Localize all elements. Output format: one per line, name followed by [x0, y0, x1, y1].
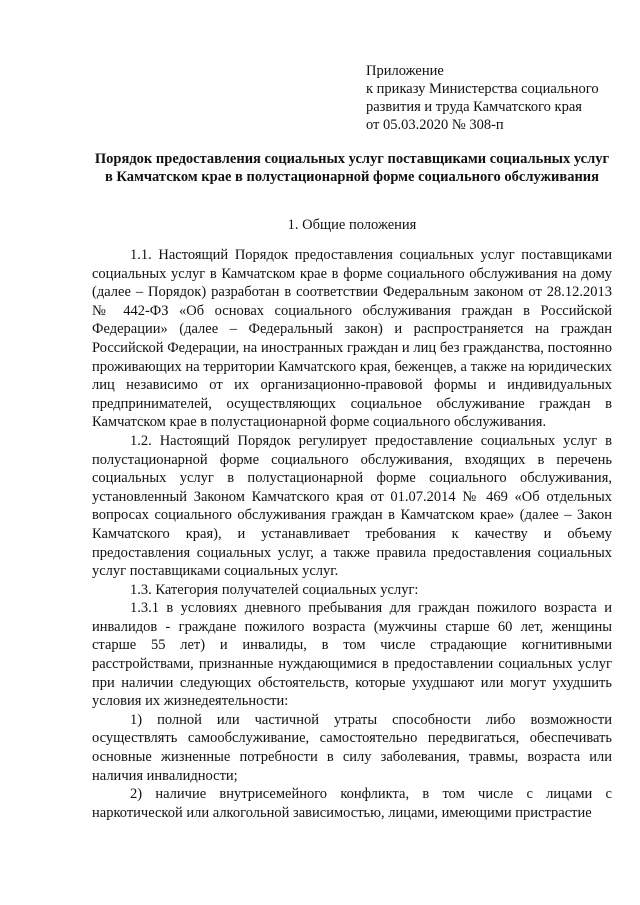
appendix-line-2: к приказу Министерства социального	[366, 81, 599, 97]
appendix-block	[366, 62, 626, 134]
appendix-line-4: от 05.03.2020 № 308-п	[366, 117, 504, 133]
paragraph-1-3-1: 1.3.1 в условиях дневного пребывания для граждан пожилого возраста и инвалидов - граждане пожилого возраста (мужчины старше 60 лет, женщины старше 55 лет) и инвалиды, в том числе страдающие когнитивными расстройствами, признанные нуждающимися в предоставлении социальных услуг при наличии следующих обстоятельств, которые ухудшают или могут ухудшить условия их жизнедеятельности:	[92, 600, 612, 710]
paragraph-item-2: 2) наличие внутрисемейного конфликта, в том числе с лицами с наркотической или алкогольной зависимостью, лицами, имеющими пристрастие	[92, 786, 612, 821]
paragraph-1-3: 1.3. Категория получателей социальных услуг:	[130, 581, 419, 598]
appendix-line-3: развития и труда Камчатского края	[366, 99, 582, 115]
paragraph-1-1: 1.1. Настоящий Порядок предоставления социальных услуг поставщиками социальных услуг в Камчатском крае в форме социального обслуживания на дому (далее – Порядок) разработан в соответствии Федеральным законом от 28.12.2013 № 442-ФЗ «Об основах социального обслуживания граждан в Российской Федерации» (далее – Федеральный закон) и распространяется на граждан Российской Федерации, на иностранных граждан и лиц без гражданства, постоянно проживающих на территории Камчатского края, беженцев, а также на юридических лиц независимо от их организационно-правовой формы и индивидуальных предпринимателей, осуществляющих социальное обслуживание граждан в Камчатском крае в полустационарной форме социального обслуживания.	[92, 247, 612, 431]
paragraph-item-1: 1) полной или частичной утраты способности либо возможности осуществлять самообслуживание, самостоятельно передвигаться, обеспечивать основные жизненные потребности в силу заболевания, травмы, возраста или наличия инвалидности;	[92, 711, 612, 784]
paragraph-1-2: 1.2. Настоящий Порядок регулирует предоставление социальных услуг в полустационарной форме социального обслуживания, входящих в перечень социальных услуг в полустационарной форме социального обслуживания, установленный Законом Камчатского края от 01.07.2014 № 469 «Об отдельных вопросах социального обслуживания граждан в Камчатском крае» (далее – Закон Камчатского края), и устанавливает требования к качеству и объему предоставления социальных услуг, а также правила предоставления социальных услуг поставщиками социальных услуг.	[92, 432, 612, 580]
section-heading: 1. Общие положения	[287, 217, 417, 233]
document-body	[92, 246, 612, 822]
appendix-line-1: Приложение	[366, 63, 444, 79]
document-title: Порядок предоставления социальных услуг поставщиками социальных услуг в Камчатском крае в полустационарной форме социального обслуживания	[94, 151, 610, 185]
